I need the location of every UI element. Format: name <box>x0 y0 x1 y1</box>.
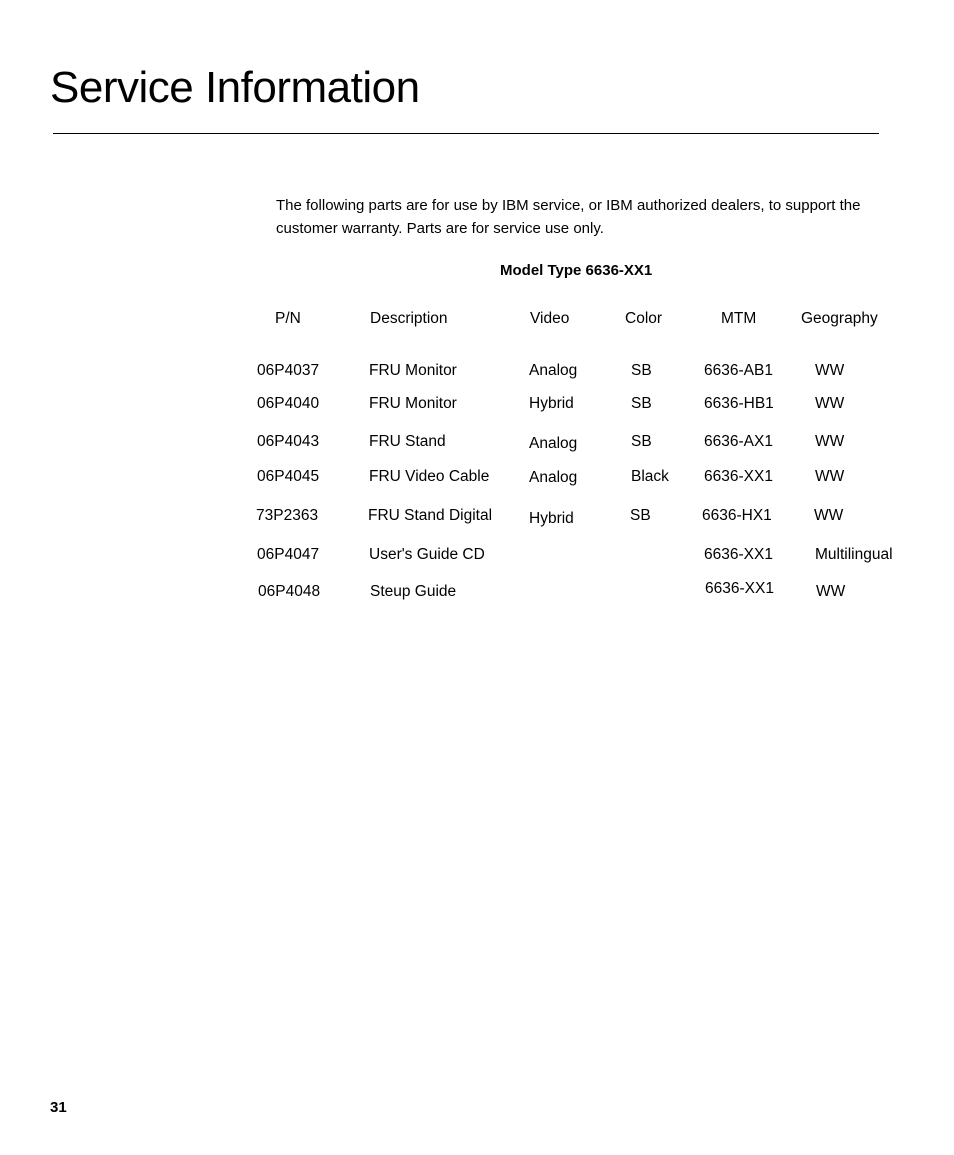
cell-geography: WW <box>815 362 845 379</box>
cell-video: Analog <box>529 469 578 486</box>
cell-description: FRU Stand Digital <box>368 507 493 524</box>
cell-color: SB <box>631 362 652 379</box>
cell-pn: 06P4040 <box>257 395 320 412</box>
header-color: Color <box>625 310 663 327</box>
cell-mtm: 6636-XX1 <box>704 468 773 485</box>
cell-color: SB <box>631 433 652 450</box>
header-description: Description <box>370 310 448 327</box>
cell-mtm: 6636-AX1 <box>704 433 773 450</box>
cell-color: Black <box>631 468 669 485</box>
cell-description: FRU Stand <box>369 433 446 450</box>
cell-pn: 06P4045 <box>257 468 320 485</box>
cell-mtm: 6636-AB1 <box>704 362 773 379</box>
cell-video: Analog <box>529 435 578 452</box>
cell-description: User's Guide CD <box>369 546 485 563</box>
page-title: Service Information <box>50 63 420 112</box>
cell-description: Steup Guide <box>370 583 457 600</box>
cell-pn: 06P4047 <box>257 546 320 563</box>
cell-mtm: 6636-HX1 <box>702 507 772 524</box>
cell-pn: 06P4043 <box>257 433 320 450</box>
cell-pn: 06P4048 <box>258 583 321 600</box>
cell-video: Hybrid <box>529 510 574 527</box>
cell-video: Hybrid <box>529 395 574 412</box>
cell-geography: WW <box>814 507 844 524</box>
cell-pn: 73P2363 <box>256 507 319 524</box>
header-mtm: MTM <box>721 310 757 327</box>
cell-geography: WW <box>815 468 845 485</box>
header-geography: Geography <box>801 310 878 327</box>
cell-description: FRU Monitor <box>369 362 457 379</box>
cell-mtm: 6636-HB1 <box>704 395 774 412</box>
header-pn: P/N <box>275 310 301 327</box>
cell-color: SB <box>630 507 651 524</box>
page-number: 31 <box>50 1099 67 1116</box>
cell-geography: Multilingual <box>815 546 893 563</box>
cell-mtm: 6636-XX1 <box>704 546 773 563</box>
cell-geography: WW <box>816 583 846 600</box>
cell-description: FRU Monitor <box>369 395 457 412</box>
table-caption: Model Type 6636-XX1 <box>500 262 653 279</box>
title-divider <box>53 133 879 134</box>
cell-pn: 06P4037 <box>257 362 320 379</box>
cell-video: Analog <box>529 362 578 379</box>
cell-mtm: 6636-XX1 <box>705 580 774 597</box>
cell-description: FRU Video Cable <box>369 468 490 485</box>
header-video: Video <box>530 310 570 327</box>
cell-geography: WW <box>815 433 845 450</box>
cell-geography: WW <box>815 395 845 412</box>
intro-paragraph: The following parts are for use by IBM service, or IBM authorized dealers, to support the customer warranty. Parts are for service use only. <box>276 197 861 237</box>
cell-color: SB <box>631 395 652 412</box>
